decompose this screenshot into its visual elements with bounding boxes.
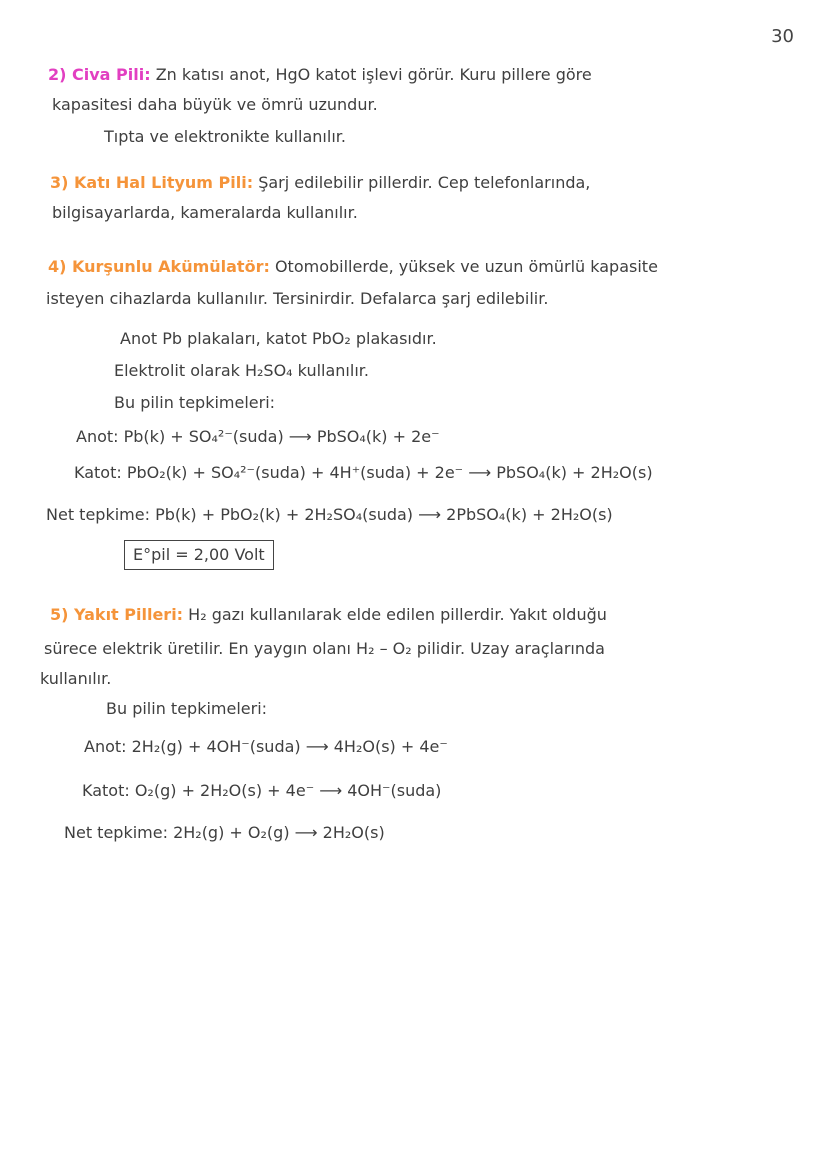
lityum-title-line bbox=[50, 172, 590, 194]
civa-line-1: Zn katısı anot, HgO katot işlevi görür. Kuru pillere göre bbox=[155, 65, 592, 84]
kursunlu-title-line bbox=[48, 256, 658, 278]
yakit-line-3: kullanılır. bbox=[40, 669, 112, 688]
kursunlu-net-reaction: Net tepkime: Pb(k) + PbO₂(k) + 2H₂SO₄(suda) ⟶ 2PbSO₄(k) + 2H₂O(s) bbox=[46, 505, 613, 524]
section-title-kursunlu: 4) Kurşunlu Akümülatör: bbox=[48, 257, 270, 276]
section-title-lityum: 3) Katı Hal Lityum Pili: bbox=[50, 173, 254, 192]
kursunlu-anot-reaction: Anot: Pb(k) + SO₄²⁻(suda) ⟶ PbSO₄(k) + 2e⁻ bbox=[76, 427, 440, 446]
cell-potential: E°pil = 2,00 Volt bbox=[124, 540, 274, 570]
section-title-civa: 2) Civa Pili: bbox=[48, 65, 151, 84]
kursunlu-line-4: Elektrolit olarak H₂SO₄ kullanılır. bbox=[114, 361, 369, 380]
civa-title-line bbox=[48, 64, 592, 86]
lityum-line-1: Şarj edilebilir pillerdir. Cep telefonlarında, bbox=[258, 173, 591, 192]
civa-line-3: Tıpta ve elektronikte kullanılır. bbox=[104, 127, 346, 146]
yakit-katot-reaction: Katot: O₂(g) + 2H₂O(s) + 4e⁻ ⟶ 4OH⁻(suda) bbox=[82, 781, 442, 800]
yakit-anot-reaction: Anot: 2H₂(g) + 4OH⁻(suda) ⟶ 4H₂O(s) + 4e⁻ bbox=[84, 737, 448, 756]
kursunlu-katot-reaction: Katot: PbO₂(k) + SO₄²⁻(suda) + 4H⁺(suda) + 2e⁻ ⟶ PbSO₄(k) + 2H₂O(s) bbox=[74, 463, 653, 482]
section-title-yakit: 5) Yakıt Pilleri: bbox=[50, 605, 184, 624]
kursunlu-line-5: Bu pilin tepkimeleri: bbox=[114, 393, 276, 412]
civa-line-2: kapasitesi daha büyük ve ömrü uzundur. bbox=[52, 95, 378, 114]
kursunlu-potential-box bbox=[124, 540, 274, 570]
kursunlu-line-2: isteyen cihazlarda kullanılır. Tersinirdir. Defalarca şarj edilebilir. bbox=[46, 289, 549, 308]
yakit-net-reaction: Net tepkime: 2H₂(g) + O₂(g) ⟶ 2H₂O(s) bbox=[64, 823, 385, 842]
kursunlu-line-1: Otomobillerde, yüksek ve uzun ömürlü kapasite bbox=[274, 257, 658, 276]
lityum-line-2: bilgisayarlarda, kameralarda kullanılır. bbox=[52, 203, 358, 222]
yakit-line-2: sürece elektrik üretilir. En yaygın olanı H₂ – O₂ pilidir. Uzay araçlarında bbox=[44, 639, 605, 658]
yakit-line-1: H₂ gazı kullanılarak elde edilen pillerdir. Yakıt olduğu bbox=[188, 605, 607, 624]
yakit-line-4: Bu pilin tepkimeleri: bbox=[106, 699, 268, 718]
yakit-title-line bbox=[50, 604, 607, 626]
page-number: 30 bbox=[771, 26, 794, 47]
kursunlu-line-3: Anot Pb plakaları, katot PbO₂ plakasıdır. bbox=[120, 329, 437, 348]
